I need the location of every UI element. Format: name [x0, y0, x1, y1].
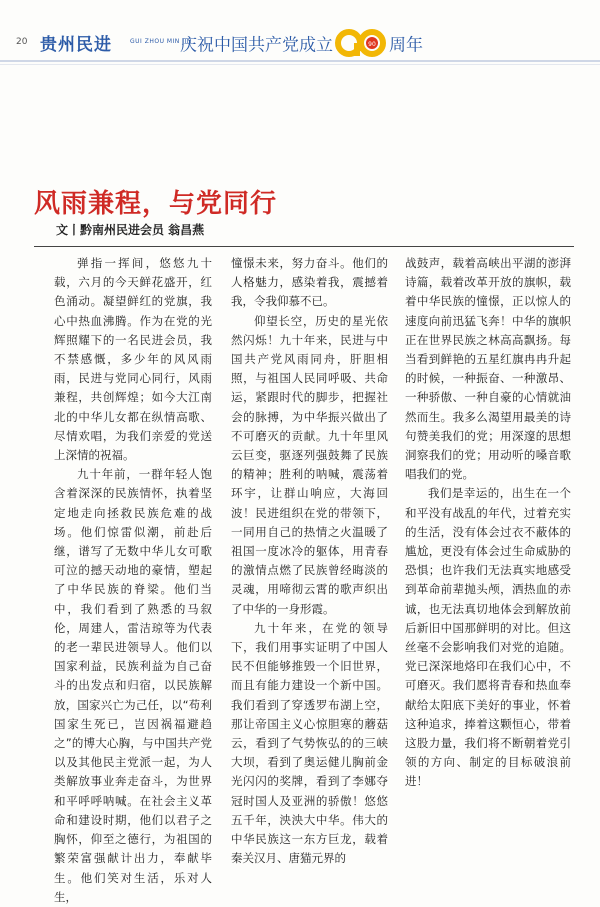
paragraph: 憧憬未来，努力奋斗。他们的人格魅力，感染着我，震撼着我，令我仰慕不已。: [231, 256, 388, 309]
paragraph: 九十年前，一群年轻人饱含着深深的民族情怀，执着坚定地走向拯救民族危难的战场。他们惊雷似潮，前赴后继，谱写了无数中华儿女可歌可泣的撼天动地的豪情，塑起了中华民族的脊梁。他们当中，我们看到了熟悉的马叙伦，周建人，雷洁琼等为代表的老一辈民进领导人。他们以国家利益，民族利益为自己奋斗的出发点和归宿，以民族解放，国家兴亡为己任，以“苟利国家生死已，岂因祸福避趋之”的博大心胸，与中国共产党以及其他民主党派一起，为人类解放事业奔走奋斗，为世界和平呼呼呐喊。在社会主义革命和建设时期，他们以君子之胸怀，仰至之德行，为祖国的繁荣富强献计出力，奉献毕生。他们笑对生活，乐对人生，: [54, 467, 212, 904]
paragraph: 仰望长空，历史的星光依然闪烁！九十年来，民进与中国共产党风雨同舟，肝胆相照，与祖国人民同呼吸、共命运，紧跟时代的脚步，把握社会的脉搏，为中华振兴做出了不可磨灭的贡献。九十年里风云巨变，驱逐列强鼓舞了民族的精神；胜利的呐喊，震荡着环宇，让群山响应，大海回波！民进组织在党的带领下，一同用自己的热情之火温暖了祖国一度冰冷的躯体，用青春的激情点燃了民族曾经晦淡的灵魂，用啼彻云霄的歌声织出了中华的一身形霞。: [231, 313, 388, 616]
header-rule-thin: [0, 64, 600, 65]
badge-number: 90: [368, 41, 376, 48]
page-header: [0, 0, 600, 70]
magazine-name: 贵州民进: [40, 35, 112, 55]
article-byline: 文丨黔南州民进会员 翁昌燕: [56, 223, 205, 237]
header-rule: [0, 60, 600, 62]
paragraph: 九十年来，在党的领导下，我们用事实证明了中国人民不但能够推毁一个旧世界，而且有能力建设一个新中国。我们看到了穿透罗布湖上空，那让帝国主义心惊胆寒的蘑菇云，看到了气势恢弘的的三峡大坝，看到了奥运健儿胸前金光闪闪的奖牌，看到了李娜夺冠时国人及亚洲的骄傲！悠悠五千年，泱泱大中华。伟大的中华民族这一东方巨龙，载着秦关汉月、唐猫元界的: [231, 620, 388, 866]
magazine-pinyin: GUI ZHOU MIN JIN: [130, 38, 192, 45]
anniversary-prefix: 庆祝中国共产党成立: [180, 35, 333, 56]
article-column-1: [54, 254, 212, 907]
paragraph: 我们是幸运的，出生在一个和平没有战乱的年代，过着充实的生活，没有体会过衣不蔽体的尴尬，更没有体会过生命威胁的恐惧；也许我们无法真实地感受到革命前辈抛头颅，洒热血的赤诚，也无法真切地体会到解放前后新旧中国那鲜明的对比。但这丝毫不会影响我们对党的追随。党已深深地烙印在我们心中，不可磨灭。我们愿将青春和热血奉献给太阳底下美好的事业，怀着这种追求，捧着这颗恒心，带着这股力量，我们将不断朝着党引领的方向、制定的目标破浪前进！: [405, 486, 571, 789]
title-divider: [34, 246, 574, 247]
article-column-2: [231, 254, 388, 869]
anniversary-suffix: 周年: [389, 35, 423, 56]
anniversary-90-badge: [334, 28, 388, 58]
paragraph: 弹指一挥间，悠悠九十载，六月的今天鲜花盛开，红色涌动。凝望鲜红的党旗，我心中热血沸腾。作为在党的光辉照耀下的一名民进会员，我不禁感慨，多少年的风风雨雨，民进与党同心同行，风雨兼程，共创辉煌；如今大江南北的中华儿女都在纵情高歌、尽情欢唱，为我们亲爱的党送上深情的祝福。: [54, 256, 212, 463]
anniversary-banner: [180, 28, 423, 58]
article-column-3: [405, 254, 571, 792]
article-title: 风雨兼程，与党同行: [34, 189, 278, 219]
page-number: 20: [16, 37, 28, 47]
paragraph: 战鼓声，载着高峡出平湖的澎湃诗篇，载着改革开放的旗帜，载着中华民族的憧憬，正以惊人的速度向前迅猛飞奔！中华的旗帜正在世界民族之林高高飘扬。每当看到鲜艳的五星红旗冉冉升起的时候，一种振奋、一种激昂、一种骄傲、一种自豪的心情就油然而生。我多么渴望用最美的诗句赞美我们的党；用深邃的思想洞察我们的党；用动听的嗓音歌唱我们的党。: [405, 256, 571, 482]
anniversary-90-emblem: [334, 28, 388, 58]
